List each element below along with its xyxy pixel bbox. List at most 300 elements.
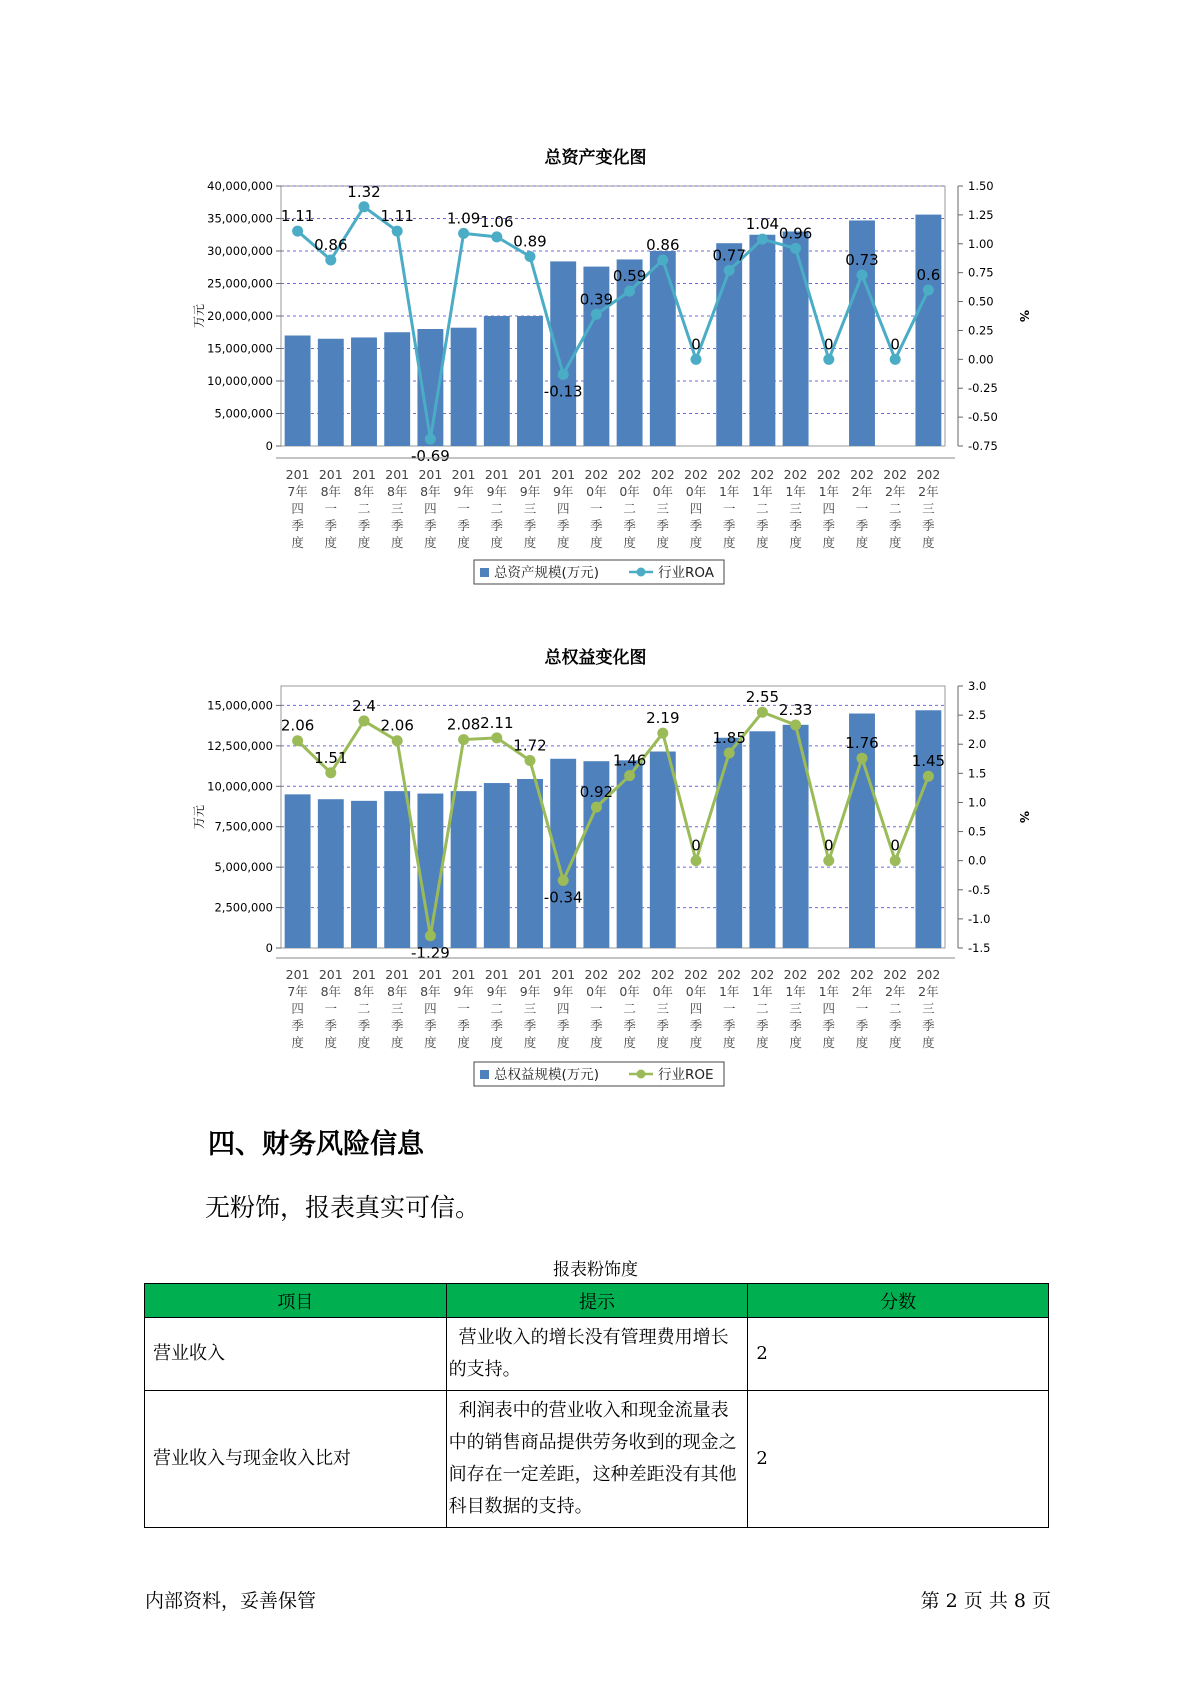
category-label: 二: [888, 1001, 902, 1016]
category-label: 0年: [652, 984, 674, 999]
data-label: 1.06: [480, 212, 514, 231]
bar: [783, 232, 809, 447]
category-label: 季: [457, 1018, 470, 1033]
line-point: [591, 802, 602, 813]
right-tick-label: 1.5: [968, 766, 987, 781]
category-label: 9年: [519, 984, 541, 999]
category-label: 202: [650, 467, 675, 482]
category-label: 季: [424, 1018, 437, 1033]
category-label: 度: [888, 1035, 902, 1050]
right-tick-label: -0.25: [968, 381, 998, 396]
category-label: 四: [556, 501, 570, 516]
data-label: 1.09: [446, 209, 481, 228]
left-tick-label: 10,000,000: [207, 374, 273, 388]
data-label: 0: [691, 335, 701, 354]
row-score: 2: [748, 1318, 1049, 1391]
category-label: 1年: [718, 984, 740, 999]
category-label: 季: [689, 518, 703, 533]
left-tick-label: 0: [265, 439, 273, 453]
data-label: -0.34: [543, 888, 583, 907]
category-label: 度: [324, 1035, 338, 1050]
category-label: 度: [888, 535, 902, 550]
category-label: 1年: [818, 984, 840, 999]
category-label: 9年: [453, 484, 474, 499]
left-tick-label: 2,500,000: [214, 900, 273, 915]
legend-bar-label: 总资产规模(万元): [494, 565, 600, 581]
chart1-title: 总资产变化图: [544, 148, 647, 168]
category-label: 8年: [320, 984, 342, 999]
category-label: 202: [850, 467, 874, 482]
bar: [417, 794, 443, 948]
left-tick-label: 20,000,000: [207, 309, 273, 323]
category-label: 度: [490, 1035, 504, 1050]
data-label: 0.96: [778, 224, 813, 243]
category-label: 202: [717, 967, 742, 982]
bar: [517, 316, 543, 446]
bar: [915, 710, 941, 948]
category-label: 度: [424, 535, 437, 550]
category-label: 度: [523, 1035, 537, 1050]
category-label: 8年: [386, 484, 408, 499]
category-label: 度: [357, 535, 371, 550]
category-label: 201: [551, 967, 576, 982]
category-label: 度: [590, 1035, 603, 1050]
right-tick-label: 0.00: [968, 352, 994, 367]
category-label: 四: [689, 1001, 703, 1016]
category-label: 季: [457, 518, 470, 533]
line-point: [292, 226, 303, 237]
category-label: 度: [656, 535, 670, 550]
category-label: 2年: [918, 484, 939, 499]
category-label: 202: [750, 467, 775, 482]
bar: [650, 752, 676, 949]
line-point: [525, 755, 536, 766]
right-tick-label: -0.50: [968, 410, 998, 425]
category-label: 201: [318, 467, 343, 482]
category-label: 201: [418, 467, 443, 482]
category-label: 度: [457, 535, 470, 550]
category-label: 201: [385, 967, 410, 982]
category-label: 201: [551, 467, 576, 482]
category-label: 季: [556, 518, 570, 533]
category-label: 9年: [453, 984, 474, 999]
line-point: [857, 753, 868, 764]
line-point: [923, 285, 934, 296]
chart2-title: 总权益变化图: [544, 648, 647, 668]
line-point: [624, 286, 635, 297]
category-label: 度: [722, 535, 736, 550]
category-label: 季: [689, 1018, 703, 1033]
row-hint: 利润表中的营业收入和现金流量表中的销售商品提供劳务收到的现金之间存在一定差距，这种差距没有其他科目数据的支持。: [446, 1391, 748, 1528]
category-label: 季: [291, 518, 304, 533]
data-label: 0: [824, 335, 834, 354]
data-label: 0: [890, 335, 900, 354]
footer-confidential: 内部资料，妥善保管: [145, 1590, 317, 1612]
category-label: 1年: [785, 984, 806, 999]
category-label: 季: [756, 1018, 769, 1033]
data-label: -0.13: [543, 382, 583, 401]
category-label: 季: [855, 1018, 869, 1033]
category-label: 二: [357, 1001, 371, 1016]
category-label: 2年: [851, 484, 873, 499]
data-label: 0.89: [513, 232, 547, 251]
left-tick-label: 25,000,000: [207, 276, 273, 291]
line-point: [292, 735, 303, 746]
category-label: 度: [590, 535, 603, 550]
category-label: 202: [650, 967, 675, 982]
bar: [351, 801, 377, 948]
category-label: 1年: [752, 984, 773, 999]
right-tick-label: -0.5: [968, 882, 991, 897]
data-label: 0.86: [646, 235, 680, 254]
category-label: 202: [684, 967, 708, 982]
category-label: 度: [789, 535, 802, 550]
category-label: 0年: [619, 484, 640, 499]
table-header-row: [145, 1284, 1049, 1318]
category-label: 季: [390, 1018, 404, 1033]
line-point: [724, 265, 735, 276]
line-point: [359, 201, 370, 212]
bar: [384, 332, 410, 446]
category-label: 三: [390, 1001, 404, 1016]
line-point: [890, 855, 901, 866]
data-label: 1.11: [280, 207, 315, 226]
right-axis-label: %: [1017, 309, 1031, 323]
legend-line-marker: [637, 1070, 646, 1079]
data-label: 0: [824, 836, 834, 855]
right-axis-label: %: [1017, 810, 1031, 824]
category-label: 一: [457, 1001, 470, 1016]
bar: [285, 794, 311, 948]
left-tick-label: 15,000,000: [207, 341, 273, 356]
left-tick-label: 10,000,000: [207, 779, 273, 794]
bar: [451, 328, 477, 446]
category-label: 201: [418, 967, 443, 982]
category-label: 202: [750, 967, 775, 982]
row-item: 营业收入: [145, 1318, 447, 1391]
legend-line-label: 行业ROE: [658, 1067, 714, 1083]
category-label: 9年: [519, 484, 541, 499]
category-label: 8年: [353, 984, 375, 999]
row-hint: 营业收入的增长没有管理费用增长的支持。: [446, 1318, 748, 1391]
category-label: 201: [352, 967, 376, 982]
category-label: 9年: [552, 484, 574, 499]
line-point: [923, 771, 934, 782]
category-label: 7年: [287, 984, 308, 999]
category-label: 2年: [851, 984, 873, 999]
category-label: 季: [291, 1018, 304, 1033]
category-label: 一: [324, 501, 338, 516]
category-label: 季: [623, 1018, 636, 1033]
right-tick-label: 0.75: [968, 265, 994, 280]
category-label: 201: [518, 467, 542, 482]
left-tick-label: 0: [265, 941, 273, 955]
category-label: 度: [291, 535, 304, 550]
bar: [484, 316, 510, 446]
category-label: 8年: [353, 484, 375, 499]
row-item: 营业收入与现金收入比对: [145, 1391, 447, 1528]
category-label: 8年: [420, 484, 441, 499]
data-label: 0.77: [712, 246, 746, 265]
data-label: 1.04: [745, 215, 780, 234]
line-point: [325, 767, 336, 778]
category-label: 度: [922, 535, 935, 550]
left-tick-label: 35,000,000: [207, 211, 273, 226]
category-label: 季: [523, 1018, 537, 1033]
bar: [915, 215, 941, 446]
right-tick-label: -0.75: [968, 439, 998, 453]
category-label: 三: [523, 501, 537, 516]
category-label: 季: [324, 1018, 338, 1033]
category-label: 202: [883, 467, 908, 482]
category-label: 二: [888, 501, 902, 516]
category-label: 202: [584, 967, 609, 982]
category-label: 度: [756, 1035, 769, 1050]
left-tick-label: 5,000,000: [214, 406, 273, 421]
category-label: 201: [285, 967, 310, 982]
bar: [484, 783, 510, 948]
category-label: 二: [623, 1001, 636, 1016]
data-label: 2.06: [280, 716, 315, 735]
category-label: 度: [855, 1035, 869, 1050]
line-point: [757, 707, 768, 718]
data-label: 2.33: [778, 701, 813, 720]
right-tick-label: 1.50: [968, 179, 994, 193]
category-label: 度: [490, 535, 504, 550]
line-point: [724, 747, 735, 758]
category-label: 一: [457, 501, 470, 516]
category-label: 度: [390, 535, 404, 550]
data-label: 0: [691, 836, 701, 855]
category-label: 0年: [685, 484, 707, 499]
category-label: 四: [291, 1001, 304, 1016]
category-label: 季: [590, 1018, 603, 1033]
line-point: [425, 434, 436, 445]
category-label: 202: [684, 467, 708, 482]
left-tick-label: 30,000,000: [207, 244, 273, 258]
category-label: 度: [789, 1035, 802, 1050]
category-label: 度: [756, 535, 769, 550]
row-score: 2: [748, 1391, 1049, 1528]
line-point: [823, 855, 834, 866]
left-tick-label: 5,000,000: [214, 860, 273, 875]
category-label: 202: [883, 967, 908, 982]
category-label: 四: [424, 1001, 437, 1016]
category-label: 二: [756, 1001, 769, 1016]
data-label: 0.39: [579, 290, 614, 309]
category-label: 202: [617, 467, 642, 482]
category-label: 四: [556, 1001, 570, 1016]
category-label: 2年: [884, 484, 906, 499]
total-equity-chart: [0, 500, 1191, 1100]
category-label: 四: [291, 501, 304, 516]
category-label: 201: [484, 467, 509, 482]
category-label: 季: [756, 518, 769, 533]
category-label: 202: [816, 967, 841, 982]
category-label: 一: [855, 501, 869, 516]
data-label: 1.85: [712, 728, 746, 747]
category-label: 季: [922, 1018, 935, 1033]
table-caption: 报表粉饰度: [553, 1260, 638, 1280]
data-label: 0.6: [916, 266, 941, 284]
category-label: 202: [617, 967, 642, 982]
category-label: 202: [916, 967, 941, 982]
bar: [318, 799, 344, 948]
category-label: 度: [357, 1035, 371, 1050]
bar: [451, 791, 477, 948]
legend-bar-label: 总权益规模(万元): [494, 1067, 600, 1083]
category-label: 度: [523, 535, 537, 550]
line-point: [392, 226, 403, 237]
data-label: 2.06: [380, 716, 414, 735]
category-label: 度: [623, 535, 636, 550]
category-label: 201: [318, 967, 343, 982]
category-label: 一: [590, 501, 603, 516]
category-label: 度: [556, 535, 570, 550]
header-item: 项目: [145, 1284, 447, 1318]
category-label: 202: [783, 967, 808, 982]
category-label: 三: [390, 501, 404, 516]
line-point: [558, 369, 569, 380]
category-label: 季: [789, 518, 802, 533]
section-heading: 四、财务风险信息: [208, 1129, 424, 1160]
left-tick-label: 12,500,000: [207, 738, 273, 753]
data-label: 2.55: [745, 688, 780, 707]
category-label: 季: [324, 518, 338, 533]
legend-line-label: 行业ROA: [658, 565, 715, 581]
bar: [517, 779, 543, 948]
data-label: 0: [890, 836, 900, 855]
bar: [384, 791, 410, 948]
bar: [318, 339, 344, 446]
data-label: 1.32: [347, 182, 381, 201]
category-label: 季: [556, 1018, 570, 1033]
category-label: 7年: [287, 484, 308, 499]
category-label: 季: [424, 518, 437, 533]
right-tick-label: 0.25: [968, 323, 994, 338]
category-label: 9年: [486, 984, 508, 999]
right-tick-label: -1.0: [968, 911, 991, 926]
right-tick-label: 0.5: [968, 824, 987, 839]
category-label: 三: [922, 501, 935, 516]
data-label: 1.46: [612, 751, 647, 770]
category-label: 度: [855, 535, 869, 550]
line-point: [325, 254, 336, 265]
category-label: 度: [424, 1035, 437, 1050]
category-label: 一: [722, 1001, 736, 1016]
line-point: [757, 234, 768, 245]
category-label: 202: [816, 467, 841, 482]
category-label: 三: [789, 501, 802, 516]
category-label: 二: [490, 501, 504, 516]
category-label: 0年: [586, 984, 607, 999]
header-score: 分数: [748, 1284, 1049, 1318]
category-label: 201: [385, 467, 410, 482]
category-label: 0年: [652, 484, 674, 499]
category-label: 度: [457, 1035, 470, 1050]
table-row: [145, 1318, 1049, 1391]
category-label: 度: [390, 1035, 404, 1050]
right-tick-label: 2.5: [968, 708, 987, 723]
left-tick-label: 7,500,000: [214, 819, 273, 834]
category-label: 8年: [420, 984, 441, 999]
category-label: 一: [722, 501, 736, 516]
line-point: [890, 354, 901, 365]
line-point: [491, 231, 502, 242]
category-label: 2年: [918, 984, 939, 999]
left-axis-label: 万元: [192, 804, 206, 830]
category-label: 二: [490, 1001, 504, 1016]
category-label: 季: [490, 518, 504, 533]
data-label: 2.19: [646, 709, 680, 728]
category-label: 季: [623, 518, 636, 533]
category-label: 季: [922, 518, 935, 533]
right-tick-label: 3.0: [968, 679, 987, 693]
legend-bar-swatch: [480, 1070, 489, 1079]
category-label: 三: [656, 501, 670, 516]
category-label: 四: [822, 1001, 836, 1016]
data-label: 0.73: [845, 250, 879, 269]
category-label: 202: [783, 467, 808, 482]
category-label: 度: [689, 535, 703, 550]
category-label: 0年: [586, 484, 607, 499]
category-label: 三: [789, 1001, 802, 1016]
line-point: [657, 254, 668, 265]
category-label: 一: [324, 1001, 338, 1016]
category-label: 0年: [619, 984, 640, 999]
line-point: [458, 734, 469, 745]
category-label: 9年: [552, 984, 574, 999]
category-label: 二: [756, 501, 769, 516]
header-hint: 提示: [446, 1284, 748, 1318]
category-label: 季: [656, 1018, 670, 1033]
bar: [351, 337, 377, 446]
category-label: 季: [789, 1018, 802, 1033]
left-axis-label: 万元: [192, 303, 206, 329]
line-point: [591, 309, 602, 320]
category-label: 2年: [884, 984, 906, 999]
bar: [617, 760, 643, 948]
category-label: 度: [722, 1035, 736, 1050]
right-tick-label: 1.00: [968, 236, 994, 251]
category-label: 季: [822, 1018, 836, 1033]
category-label: 二: [357, 501, 371, 516]
category-label: 度: [324, 535, 338, 550]
line-point: [392, 735, 403, 746]
right-tick-label: 1.25: [968, 207, 994, 222]
category-label: 三: [656, 1001, 670, 1016]
bar: [716, 738, 742, 948]
category-label: 201: [518, 967, 542, 982]
category-label: 度: [623, 1035, 636, 1050]
bar: [550, 261, 576, 446]
category-label: 三: [523, 1001, 537, 1016]
bar: [285, 336, 311, 447]
category-label: 季: [523, 518, 537, 533]
category-label: 9年: [486, 484, 508, 499]
bar: [749, 731, 775, 948]
category-label: 度: [822, 535, 836, 550]
line-point: [624, 770, 635, 781]
left-tick-label: 15,000,000: [207, 698, 273, 713]
category-label: 季: [722, 518, 736, 533]
right-tick-label: -1.5: [968, 941, 991, 955]
right-tick-label: 0.0: [968, 853, 987, 868]
bar: [749, 235, 775, 446]
line-point: [425, 930, 436, 941]
category-label: 二: [623, 501, 636, 516]
category-label: 201: [451, 967, 476, 982]
